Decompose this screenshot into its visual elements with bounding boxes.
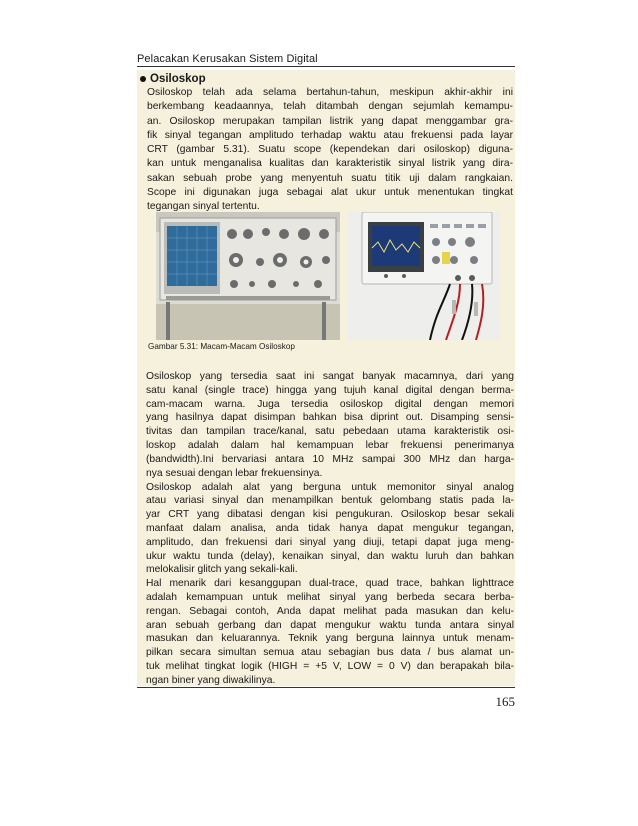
digital-oscilloscope-image (348, 212, 500, 340)
body-line: ngan biner yang diwakilinya. (146, 674, 276, 686)
body-line: nya sesuai dengan lebar frekuensinya. (146, 467, 323, 479)
intro-line: kan untuk menganalisa kualitas dan karakteristik sinyal listrik yang dira- (147, 158, 513, 170)
body-line: ukur waktu tunda (delay), kenaikan sinyal, dan waktu luruh dan bahkan (146, 550, 514, 562)
body-line: cam-macam warna. Juga tersedia osiloskop digital dengan memori (146, 398, 514, 410)
analog-oscilloscope-photo (156, 212, 340, 340)
analog-oscilloscope-image (156, 212, 340, 340)
body-line: (bandwidth).Ini bervariasi antara 10 MHz sampai 300 MHz dan harga- (146, 453, 514, 465)
body-line: loskop adalah dalam hal kemampuan lebar frekuensi penerimanya (146, 440, 514, 452)
intro-line: fik sinyal tegangan amplitudo terhadap waktu atau frekuensi pada layar (147, 129, 513, 141)
intro-line: Osiloskop telah ada selama bertahun-tahun, meskipun akhir-akhir ini (147, 87, 513, 98)
body-line: aran sebuah gerbang dan dapat mengukur waktu tunda antara sinyal (146, 619, 514, 631)
body-paragraph (146, 370, 514, 688)
intro-line: Scope ini digunakan juga sebagai alat ukur untuk menentukan tingkat (147, 187, 513, 199)
intro-paragraph (147, 86, 513, 215)
body-line: Osiloskop adalah alat yang berguna untuk memonitor sinyal analog (146, 481, 514, 493)
digital-oscilloscope-photo (348, 212, 500, 340)
intro-line: berkembang keadaannya, telah ditambah dengan sejumlah kemampu- (147, 101, 513, 113)
body-line: pilkan secara simultan semua atau sebagian bus data / bus alamat un- (146, 647, 514, 659)
body-line: tivitas dan tampilan trace/kanal, satu pebedaan utama karakteristik osi- (146, 426, 514, 438)
header-rule (137, 66, 515, 67)
body-line: masukan dan keluarannya. Teknik yang berguna lainnya untuk menam- (146, 633, 514, 645)
body-line: satu kanal (single trace) hingga yang tujuh kanal digital dengan berma- (146, 384, 514, 396)
body-line: yang hasilnya dapat disimpan bahkan bisa diprint out. Disamping sensi- (146, 412, 514, 424)
bullet-icon (140, 76, 146, 82)
figure-caption: Gambar 5.31: Macam-Macam Osiloskop (148, 342, 295, 351)
body-line: Osiloskop yang tersedia saat ini sangat banyak macamnya, dari yang (146, 371, 514, 382)
intro-line: sakan sebuah probe yang menyentuh suatu titik uji dalam rangkaian. (147, 172, 513, 184)
body-line: melokalisir glitch yang sekali-kali. (146, 564, 298, 576)
body-line: atau variasi sinyal dan menampilkan bentuk gelombang statis pada la- (146, 495, 514, 507)
body-line: amplitudo, dan frekuensi dari sinyal yang diuji, tetapi dapat juga meng- (146, 536, 514, 548)
section-title-text: Osiloskop (150, 73, 206, 85)
body-line: yar CRT yang dibatasi dengan kisi pengukuran. Osiloskop besar sekali (146, 509, 514, 521)
footer-rule (137, 687, 515, 688)
body-line: Hal menarik dari kesanggupan dual-trace, quad trace, bahkan lighttrace (146, 578, 514, 590)
section-title (140, 73, 206, 85)
body-line: tuk melihat tingkat logik (HIGH = +5 V, LOW = 0 V) dan berapakah bila- (146, 661, 514, 673)
page-number: 165 (495, 694, 515, 709)
intro-line: CRT (gambar 5.31). Suatu scope (kependekan dari osiloskop) diguna- (147, 144, 513, 156)
intro-line: an. Osiloskop merupakan tampilan listrik yang dapat menggambar gra- (147, 115, 513, 127)
body-line: manfaat dalam analisa, anda tidak hanya dapat mengukur tegangan, (146, 522, 514, 534)
intro-line: tegangan sinyal tertentu. (147, 201, 260, 213)
body-line: rengan. Sebagai contoh, Anda dapat melihat pada masukan dan kelu- (146, 605, 514, 617)
body-line: adalah kemampuan untuk melihat sinyal yang berbeda secara berba- (146, 592, 514, 603)
running-header: Pelacakan Kerusakan Sistem Digital (137, 53, 318, 65)
